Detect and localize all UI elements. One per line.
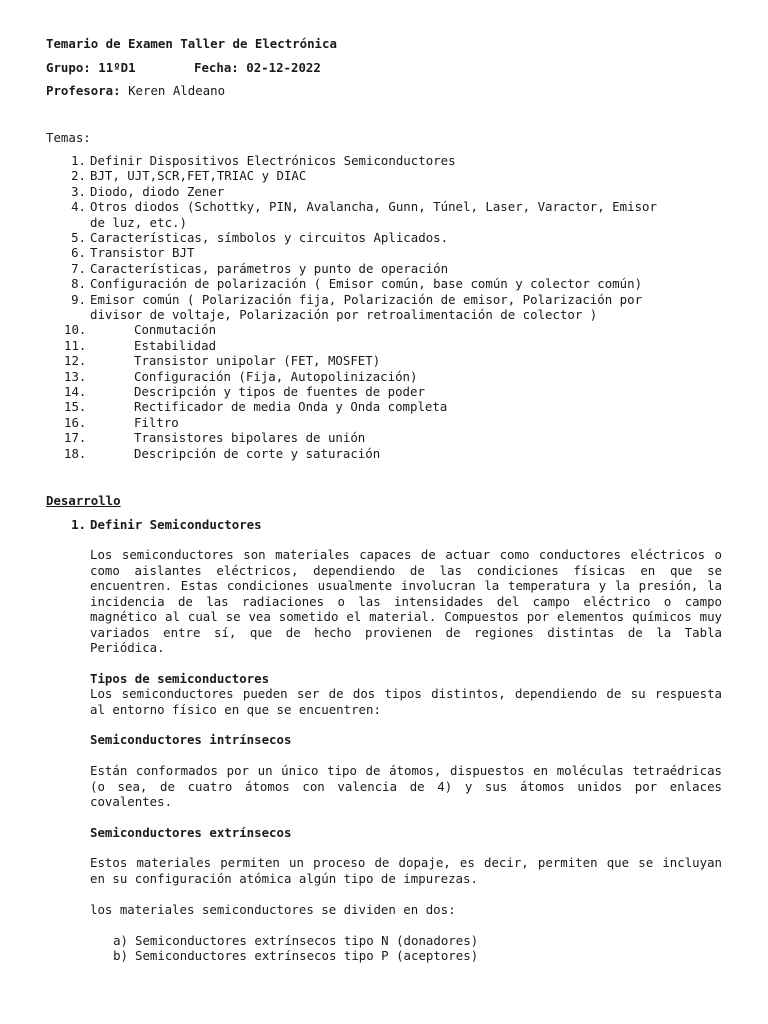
tema-item: Descripción de corte y saturación	[134, 445, 381, 461]
tema-item: Configuración de polarización ( Emisor común, base común y colector común)	[90, 276, 643, 292]
tema-number: 9.	[71, 291, 86, 307]
tema-number: 7.	[71, 260, 86, 276]
tema-item: Filtro	[134, 414, 179, 430]
tema-number: 6.	[71, 245, 86, 261]
sub-item-b-text: Semiconductores extrínsecos tipo P (aceptores)	[135, 948, 479, 963]
intrinsecos-title: Semiconductores intrínsecos	[90, 732, 292, 747]
tema-number: 16.	[64, 414, 87, 430]
section1-title: Definir Semiconductores	[90, 517, 262, 532]
tema-item: Descripción y tipos de fuentes de poder	[134, 384, 425, 399]
tema-item: Transistores bipolares de unión	[134, 430, 366, 446]
tema-number: 17.	[64, 430, 87, 446]
tema-item: Diodo, diodo Zener	[90, 183, 225, 199]
tema-item: Configuración (Fija, Autopolinización)	[134, 368, 418, 384]
division-text: los materiales semiconductores se dividen en dos:	[90, 902, 456, 917]
tema-number: 5.	[71, 230, 86, 245]
tema-number: 10.	[64, 322, 87, 338]
tema-number: 2.	[71, 168, 86, 184]
tema-item: Características, símbolos y circuitos Aplicados.	[90, 230, 449, 245]
tema-number: 12.	[64, 353, 87, 369]
tipos-title: Tipos de semiconductores	[90, 671, 270, 686]
desarrollo-heading: Desarrollo	[46, 493, 121, 508]
tema-number: 4.	[71, 199, 86, 215]
sub-item-b-label: b)	[113, 948, 128, 963]
tema-item: BJT, UJT,SCR,FET,TRIAC y DIAC	[90, 168, 307, 184]
group-line: Grupo: 11ºD1	[46, 60, 136, 75]
tipos-paragraph: Los semiconductores pueden ser de dos tipos distintos, dependiendo de su respuesta al entorno físico en que se encuentren:	[90, 686, 722, 717]
tema-item: Definir Dispositivos Electrónicos Semiconductores	[90, 153, 456, 168]
tema-item: Otros diodos (Schottky, PIN, Avalancha, Gunn, Túnel, Laser, Varactor, Emisor	[90, 199, 657, 215]
extrinsecos-paragraph: Estos materiales permiten un proceso de dopaje, es decir, permiten que se incluyan en su configuración atómica algún tipo de impurezas.	[90, 855, 722, 886]
document-title: Temario de Examen Taller de Electrónica	[46, 36, 337, 51]
tema-number: 11.	[64, 337, 87, 353]
tema-number: 14.	[64, 384, 87, 399]
tema-item: Transistor unipolar (FET, MOSFET)	[134, 353, 381, 369]
tema-number: 15.	[64, 399, 87, 415]
intrinsecos-paragraph: Están conformados por un único tipo de átomos, dispuestos en moléculas tetraédricas (o sea, de cuatro átomos con valencia de 4) y sus átomos unidos por enlaces covalentes.	[90, 763, 722, 809]
tema-number: 3.	[71, 183, 86, 199]
extrinsecos-title: Semiconductores extrínsecos	[90, 825, 292, 840]
tema-item-continuation: divisor de voltaje, Polarización por retroalimentación de colector )	[90, 307, 598, 322]
tema-number: 13.	[64, 368, 87, 384]
tema-number: 1.	[71, 153, 86, 168]
tema-item: Transistor BJT	[90, 245, 195, 261]
tema-item: Características, parámetros y punto de operación	[90, 260, 449, 276]
sub-item-a-label: a)	[113, 933, 128, 948]
tema-number: 8.	[71, 276, 86, 292]
sub-item-a-text: Semiconductores extrínsecos tipo N (donadores)	[135, 933, 479, 948]
tema-item: Estabilidad	[134, 337, 217, 353]
teacher-line: Profesora: Keren Aldeano	[46, 83, 226, 98]
date-line: Fecha: 02-12-2022	[194, 60, 321, 75]
tema-item: Conmutación	[134, 322, 217, 338]
tema-item: Rectificador de media Onda y Onda completa	[134, 399, 448, 415]
tema-item-continuation: de luz, etc.)	[90, 214, 187, 230]
section1-number: 1.	[71, 517, 86, 532]
tema-item: Emisor común ( Polarización fija, Polarización de emisor, Polarización por	[90, 291, 643, 307]
intro-paragraph: Los semiconductores son materiales capaces de actuar como conductores eléctricos o como aislantes eléctricos, dependiendo de las condiciones físicas en que se encuentren. Estas condiciones usualmente involucran la temperatura y la presión, la incidencia de las radiaciones o las intensidades del campo eléctrico o campo magnético al cual se vea sometido el material. Compuestos por elementos químicos muy variados entre sí, que de hecho provienen de regiones distintas de la Tabla Periódica.	[90, 547, 722, 655]
temas-heading: Temas:	[46, 130, 91, 145]
tema-number: 18.	[64, 445, 87, 461]
